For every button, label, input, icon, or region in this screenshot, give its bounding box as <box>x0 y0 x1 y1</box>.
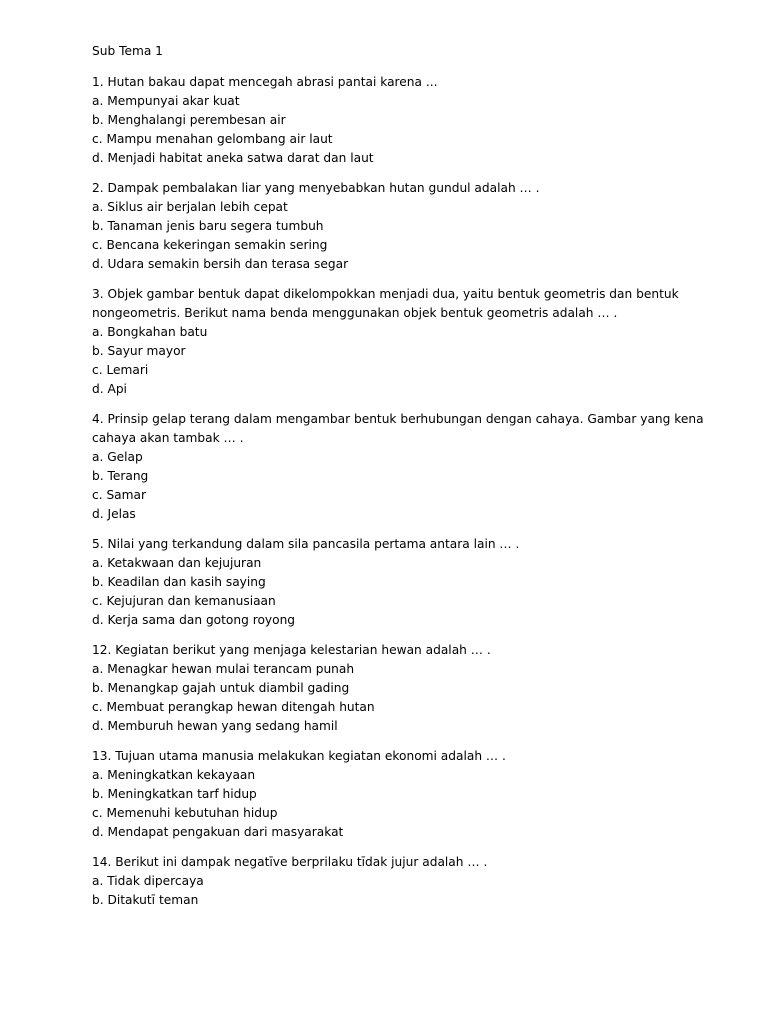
question-1 <box>92 73 712 168</box>
option-b: b. Ditakutī teman <box>92 893 199 907</box>
option-c: c. Membuat perangkap hewan ditengah hutan <box>92 700 375 714</box>
option-c: c. Lemari <box>92 363 149 377</box>
question-text: 13. Tujuan utama manusia melakukan kegiatan ekonomi adalah … . <box>92 749 506 763</box>
question-text: 2. Dampak pembalakan liar yang menyebabkan hutan gundul adalah … . <box>92 181 540 195</box>
option-a: a. Menagkar hewan mulai terancam punah <box>92 662 355 676</box>
question-list <box>92 73 712 921</box>
option-a: a. Mempunyai akar kuat <box>92 94 240 108</box>
option-a: a. Tidak dipercaya <box>92 874 204 888</box>
option-c: c. Kejujuran dan kemanusiaan <box>92 594 276 608</box>
option-b: b. Keadilan dan kasih saying <box>92 575 266 589</box>
question-text: 12. Kegiatan berikut yang menjaga kelestarian hewan adalah … . <box>92 643 491 657</box>
question-14 <box>92 853 712 910</box>
option-d: d. Udara semakin bersih dan terasa segar <box>92 257 349 271</box>
option-c: c. Samar <box>92 488 147 502</box>
question-3 <box>92 285 712 399</box>
option-b: b. Terang <box>92 469 149 483</box>
option-d: d. Memburuh hewan yang sedang hamil <box>92 719 338 733</box>
option-a: a. Ketakwaan dan kejujuran <box>92 556 262 570</box>
question-4 <box>92 410 712 524</box>
option-c: c. Bencana kekeringan semakin sering <box>92 238 328 252</box>
option-d: d. Mendapat pengakuan dari masyarakat <box>92 825 344 839</box>
question-12 <box>92 641 712 736</box>
option-a: a. Siklus air berjalan lebih cepat <box>92 200 288 214</box>
option-a: a. Meningkatkan kekayaan <box>92 768 256 782</box>
option-c: c. Mampu menahan gelombang air laut <box>92 132 333 146</box>
question-5 <box>92 535 712 630</box>
question-text: 14. Berikut ini dampak negatīve berprilaku tīdak jujur adalah … . <box>92 855 488 869</box>
option-a: a. Bongkahan batu <box>92 325 208 339</box>
option-d: d. Kerja sama dan gotong royong <box>92 613 296 627</box>
option-b: b. Menangkap gajah untuk diambil gading <box>92 681 350 695</box>
question-text: 4. Prinsip gelap terang dalam mengambar bentuk berhubungan dengan cahaya. Gambar yang kena cahaya akan tambak … . <box>92 412 704 445</box>
option-d: d. Jelas <box>92 507 136 521</box>
question-text: 5. Nilai yang terkandung dalam sila pancasila pertama antara lain … . <box>92 537 520 551</box>
option-b: b. Menghalangi perembesan air <box>92 113 286 127</box>
option-d: d. Api <box>92 382 127 396</box>
question-13 <box>92 747 712 842</box>
option-d: d. Menjadi habitat aneka satwa darat dan laut <box>92 151 374 165</box>
page-title: Sub Tema 1 <box>92 44 163 58</box>
option-b: b. Meningkatkan tarf hidup <box>92 787 257 801</box>
option-a: a. Gelap <box>92 450 143 464</box>
question-text: 1. Hutan bakau dapat mencegah abrasi pantai karena ... <box>92 75 438 89</box>
option-b: b. Tanaman jenis baru segera tumbuh <box>92 219 324 233</box>
option-b: b. Sayur mayor <box>92 344 186 358</box>
question-text: 3. Objek gambar bentuk dapat dikelompokkan menjadi dua, yaitu bentuk geometris dan bentuk nongeometris. Berikut nama benda menggunakan objek bentuk geometris adalah … . <box>92 287 679 320</box>
option-c: c. Memenuhi kebutuhan hidup <box>92 806 278 820</box>
question-2 <box>92 179 712 274</box>
